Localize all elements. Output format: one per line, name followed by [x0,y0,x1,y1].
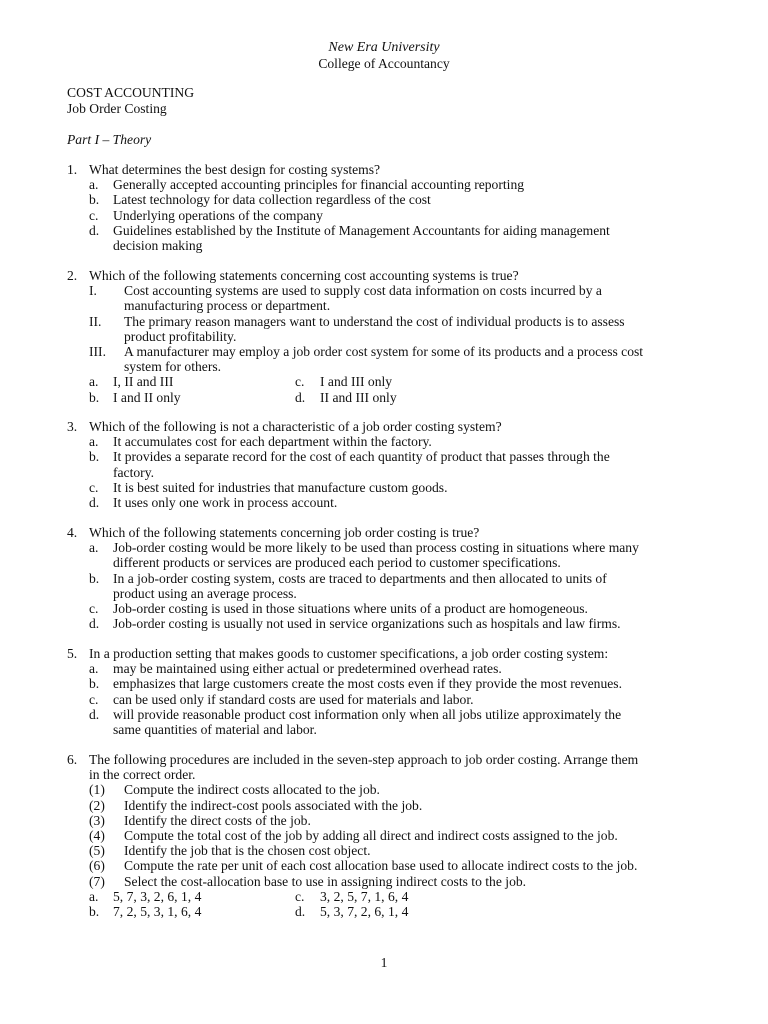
question-number: 6. [67,752,78,767]
choice-text: I and III only [320,374,393,390]
statement-text-continued: manufacturing process or department. [124,298,331,314]
option-label: c. [89,600,99,616]
question-6 [67,752,717,919]
question-stem: In a production setting that makes goods to customer specifications, a job order costing system: [89,646,609,661]
choice-text: 3, 2, 5, 7, 1, 6, 4 [320,888,409,904]
option-label: b. [89,570,100,586]
course-title: COST ACCOUNTING [67,85,195,100]
choice-label: c. [295,374,305,390]
step-text: Identify the job that is the chosen cost object. [124,843,371,859]
option-text: In a job-order costing system, costs are traced to departments and then allocated to units of [113,570,607,586]
step-text: Compute the total cost of the job by adding all direct and indirect costs assigned to the job. [124,827,618,843]
choice-text: I, II and III [113,374,174,390]
option-label: b. [89,192,100,208]
step-text: Select the cost-allocation base to use in assigning indirect costs to the job. [124,873,527,889]
question-stem: Which of the following statements concerning job order costing is true? [89,525,480,540]
choice-label: c. [295,888,305,904]
option-label: d. [89,616,100,632]
option-label: c. [89,207,99,223]
option-label: a. [89,540,99,556]
option-text-continued: factory. [113,464,155,480]
option-text: Guidelines established by the Institute of Management Accountants for aiding management [113,222,610,238]
option-text: will provide reasonable product cost information only when all jobs utilize approximately the [113,706,622,722]
step-label: (6) [89,858,105,874]
option-text: emphasizes that large customers create the most costs even if they provide the most revenues. [113,676,622,692]
step-label: (7) [89,873,105,889]
question-number: 4. [67,525,78,540]
choice-text: 5, 7, 3, 2, 6, 1, 4 [113,888,202,904]
statement-text-continued: product profitability. [124,328,237,344]
step-label: (1) [89,782,105,798]
step-text: Compute the rate per unit of each cost allocation base used to allocate indirect costs to the job. [124,858,638,874]
option-label: d. [89,222,100,238]
option-text: Job-order costing is used in those situations where units of a product are homogeneous. [113,600,588,616]
question-number: 2. [67,268,78,283]
option-label: d. [89,706,100,722]
choice-label: d. [295,903,306,919]
question-stem: Which of the following is not a characteristic of a job order costing system? [89,419,502,434]
college-name: College of Accountancy [318,56,450,71]
option-text: can be used only if standard costs are used for materials and labor. [113,691,474,707]
choice-text: 5, 3, 7, 2, 6, 1, 4 [320,903,409,919]
statement-text-continued: system for others. [124,359,222,375]
step-label: (5) [89,843,105,859]
statement-label: II. [89,313,102,329]
question-4 [67,525,717,631]
option-label: b. [89,449,100,465]
statement-label: III. [89,343,106,359]
step-label: (4) [89,827,105,843]
option-label: d. [89,494,100,510]
option-text: Generally accepted accounting principles for financial accounting reporting [113,177,525,193]
option-text-continued: different products or services are produced each period to customer specifications. [113,555,561,571]
option-text-continued: same quantities of material and labor. [113,721,317,737]
option-text: Job-order costing would be more likely to be used than process costing in situations where many [113,540,639,556]
question-number: 3. [67,419,78,434]
university-name: New Era University [328,40,440,55]
question-5 [67,646,717,737]
option-text: Latest technology for data collection regardless of the cost [113,192,431,208]
option-text: It is best suited for industries that manufacture custom goods. [113,479,448,495]
option-text-continued: product using an average process. [113,585,297,601]
choice-label: a. [89,888,99,904]
choice-text: I and II only [113,389,181,405]
question-stem: What determines the best design for costing systems? [89,162,381,177]
option-text: Underlying operations of the company [113,207,323,223]
question-3 [67,419,717,510]
option-text: It provides a separate record for the cost of each quantity of product that passes through the [113,449,610,465]
question-number: 1. [67,162,78,177]
choice-text: II and III only [320,389,397,405]
step-label: (3) [89,812,105,828]
option-label: b. [89,676,100,692]
question-stem-continued: in the correct order. [89,767,196,783]
step-text: Identify the indirect-cost pools associated with the job. [124,797,423,813]
option-text: It accumulates cost for each department within the factory. [113,434,432,450]
option-text: may be maintained using either actual or predetermined overhead rates. [113,661,502,677]
question-number: 5. [67,646,78,661]
part-heading: Part I – Theory [67,132,152,147]
option-label: c. [89,691,99,707]
statement-text: Cost accounting systems are used to supply cost data information on costs incurred by a [124,283,602,299]
choice-label: a. [89,374,99,390]
page-number: 1 [380,955,388,970]
option-text-continued: decision making [113,237,203,253]
choice-label: b. [89,389,100,405]
question-2 [67,268,717,405]
option-label: a. [89,177,99,193]
statement-label: I. [89,283,97,299]
option-text: It uses only one work in process account. [113,494,338,510]
question-stem: Which of the following statements concerning cost accounting systems is true? [89,268,519,283]
step-text: Identify the direct costs of the job. [124,812,311,828]
question-1 [67,162,717,253]
option-label: a. [89,434,99,450]
step-text: Compute the indirect costs allocated to the job. [124,782,380,798]
option-text: Job-order costing is usually not used in service organizations such as hospitals and law firms. [113,616,621,632]
step-label: (2) [89,797,105,813]
option-label: c. [89,479,99,495]
topic-title: Job Order Costing [67,101,167,116]
option-label: a. [89,661,99,677]
question-stem: The following procedures are included in the seven-step approach to job order costing. Arrange them [89,752,639,767]
statement-text: A manufacturer may employ a job order cost system for some of its products and a process cost [124,343,644,359]
choice-label: d. [295,389,306,405]
choice-label: b. [89,903,100,919]
choice-text: 7, 2, 5, 3, 1, 6, 4 [113,903,202,919]
statement-text: The primary reason managers want to understand the cost of individual products is to assess [124,313,625,329]
